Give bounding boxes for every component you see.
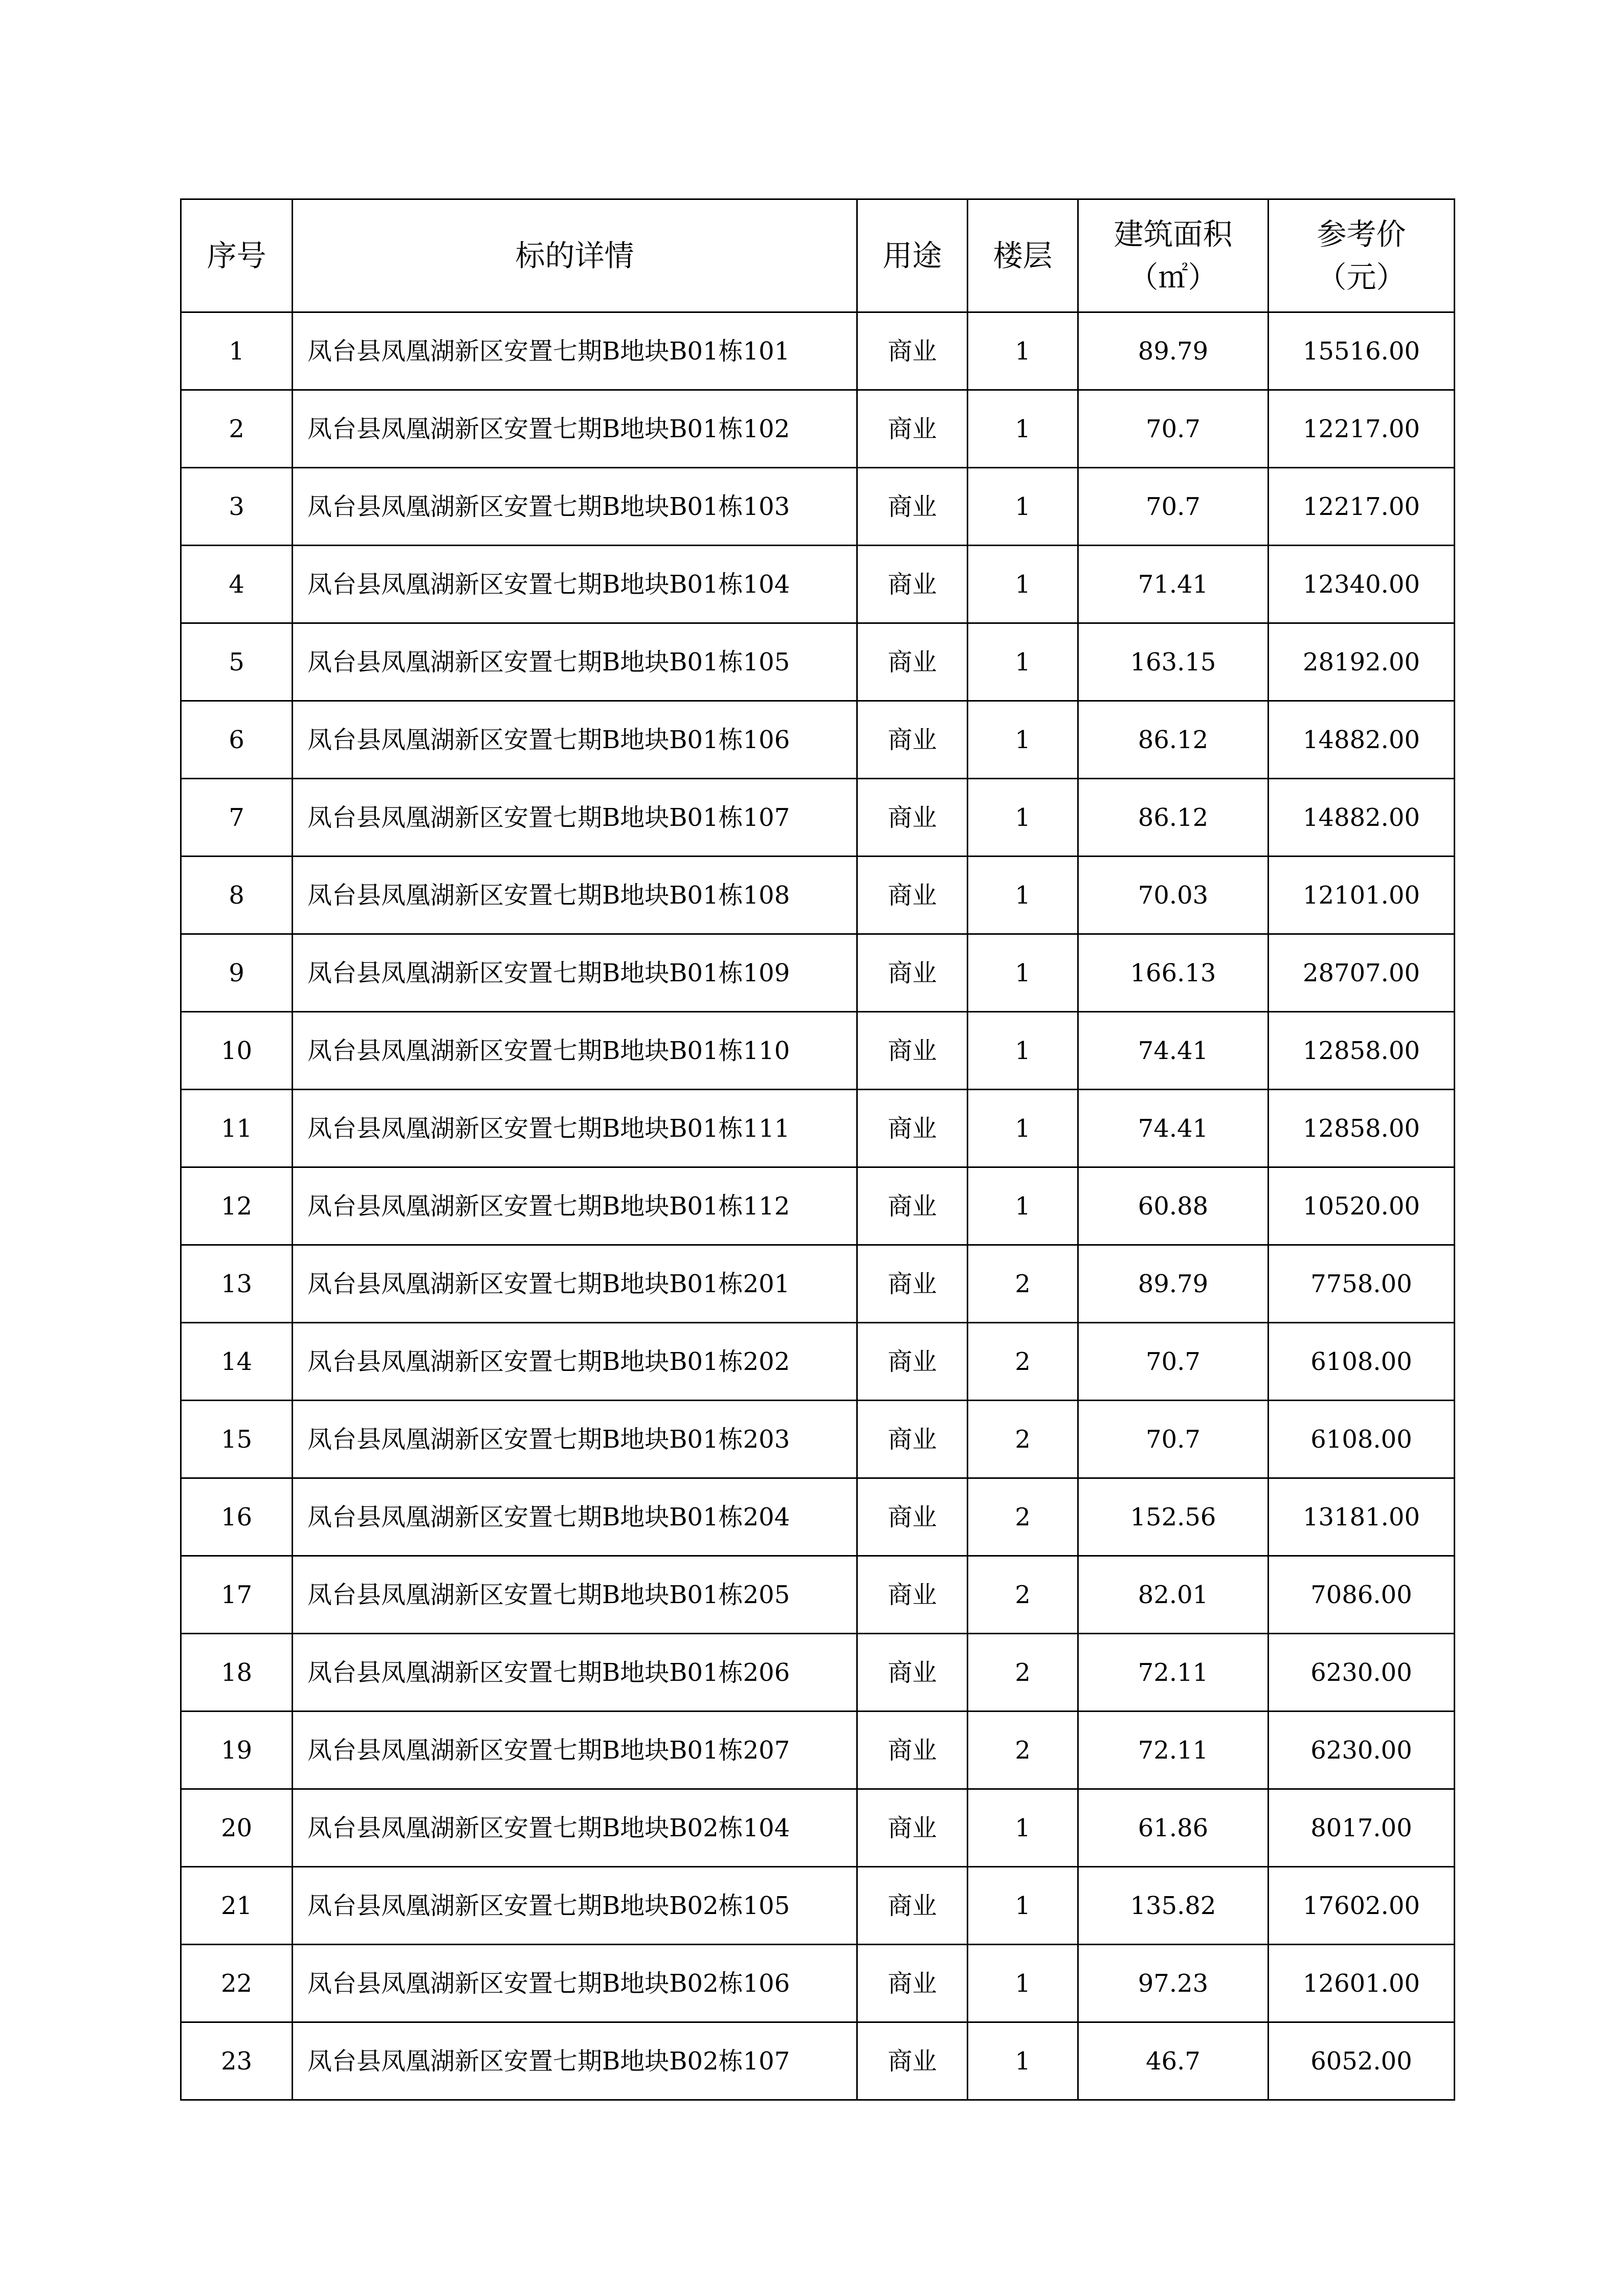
cell-floor: 1: [968, 701, 1078, 779]
table-row: [181, 1634, 1455, 1712]
cell-usage: 商业: [857, 1245, 968, 1323]
cell-detail: 凤台县凤凰湖新区安置七期B地块B01栋206: [293, 1634, 857, 1712]
table-row: [181, 1012, 1455, 1090]
cell-price: 12601.00: [1269, 1945, 1455, 2022]
cell-floor: 1: [968, 468, 1078, 546]
cell-detail: 凤台县凤凰湖新区安置七期B地块B01栋104: [293, 546, 857, 623]
cell-area: 46.7: [1078, 2022, 1269, 2100]
table-row: [181, 2022, 1455, 2100]
cell-area: 97.23: [1078, 1945, 1269, 2022]
cell-floor: 2: [968, 1245, 1078, 1323]
cell-detail: 凤台县凤凰湖新区安置七期B地块B01栋102: [293, 390, 857, 468]
cell-price: 28707.00: [1269, 934, 1455, 1012]
cell-floor: 1: [968, 390, 1078, 468]
table-body: [181, 312, 1455, 2100]
cell-usage: 商业: [857, 390, 968, 468]
cell-index: 18: [181, 1634, 293, 1712]
cell-floor: 1: [968, 1789, 1078, 1867]
cell-floor: 2: [968, 1478, 1078, 1556]
cell-price: 28192.00: [1269, 623, 1455, 701]
cell-usage: 商业: [857, 1789, 968, 1867]
cell-detail: 凤台县凤凰湖新区安置七期B地块B01栋207: [293, 1712, 857, 1789]
header-price-unit: （元）: [1317, 260, 1406, 295]
cell-area: 86.12: [1078, 779, 1269, 857]
cell-floor: 1: [968, 1012, 1078, 1090]
cell-detail: 凤台县凤凰湖新区安置七期B地块B01栋109: [293, 934, 857, 1012]
cell-floor: 1: [968, 623, 1078, 701]
cell-price: 6108.00: [1269, 1401, 1455, 1478]
cell-detail: 凤台县凤凰湖新区安置七期B地块B02栋107: [293, 2022, 857, 2100]
cell-detail: 凤台县凤凰湖新区安置七期B地块B01栋105: [293, 623, 857, 701]
cell-index: 8: [181, 857, 293, 934]
table-row: [181, 390, 1455, 468]
cell-area: 72.11: [1078, 1634, 1269, 1712]
cell-index: 12: [181, 1167, 293, 1245]
cell-detail: 凤台县凤凰湖新区安置七期B地块B02栋105: [293, 1867, 857, 1945]
cell-usage: 商业: [857, 1012, 968, 1090]
cell-index: 4: [181, 546, 293, 623]
header-area: [1078, 199, 1269, 312]
cell-floor: 2: [968, 1401, 1078, 1478]
cell-usage: 商业: [857, 1478, 968, 1556]
table-row: [181, 312, 1455, 390]
table-row: [181, 623, 1455, 701]
cell-floor: 2: [968, 1323, 1078, 1401]
table-row: [181, 1167, 1455, 1245]
cell-price: 6230.00: [1269, 1634, 1455, 1712]
cell-usage: 商业: [857, 1867, 968, 1945]
cell-index: 11: [181, 1090, 293, 1167]
cell-price: 6108.00: [1269, 1323, 1455, 1401]
cell-usage: 商业: [857, 857, 968, 934]
cell-usage: 商业: [857, 779, 968, 857]
cell-detail: 凤台县凤凰湖新区安置七期B地块B01栋111: [293, 1090, 857, 1167]
cell-usage: 商业: [857, 1323, 968, 1401]
cell-index: 14: [181, 1323, 293, 1401]
cell-detail: 凤台县凤凰湖新区安置七期B地块B01栋108: [293, 857, 857, 934]
cell-floor: 1: [968, 546, 1078, 623]
cell-detail: 凤台县凤凰湖新区安置七期B地块B01栋203: [293, 1401, 857, 1478]
cell-area: 61.86: [1078, 1789, 1269, 1867]
cell-detail: 凤台县凤凰湖新区安置七期B地块B02栋106: [293, 1945, 857, 2022]
cell-index: 15: [181, 1401, 293, 1478]
cell-detail: 凤台县凤凰湖新区安置七期B地块B01栋201: [293, 1245, 857, 1323]
cell-floor: 1: [968, 1167, 1078, 1245]
cell-area: 70.7: [1078, 468, 1269, 546]
header-detail: 标的详情: [293, 199, 857, 312]
cell-detail: 凤台县凤凰湖新区安置七期B地块B01栋204: [293, 1478, 857, 1556]
cell-floor: 2: [968, 1712, 1078, 1789]
cell-usage: 商业: [857, 1945, 968, 2022]
cell-index: 13: [181, 1245, 293, 1323]
cell-index: 21: [181, 1867, 293, 1945]
cell-index: 6: [181, 701, 293, 779]
cell-price: 14882.00: [1269, 701, 1455, 779]
cell-price: 12217.00: [1269, 468, 1455, 546]
table-row: [181, 546, 1455, 623]
table-row: [181, 1245, 1455, 1323]
cell-floor: 2: [968, 1556, 1078, 1634]
cell-price: 7086.00: [1269, 1556, 1455, 1634]
cell-index: 22: [181, 1945, 293, 2022]
cell-usage: 商业: [857, 934, 968, 1012]
cell-price: 12217.00: [1269, 390, 1455, 468]
cell-index: 23: [181, 2022, 293, 2100]
cell-usage: 商业: [857, 1556, 968, 1634]
cell-index: 9: [181, 934, 293, 1012]
cell-index: 19: [181, 1712, 293, 1789]
cell-usage: 商业: [857, 2022, 968, 2100]
cell-floor: 1: [968, 934, 1078, 1012]
cell-usage: 商业: [857, 1401, 968, 1478]
cell-price: 12858.00: [1269, 1012, 1455, 1090]
cell-area: 86.12: [1078, 701, 1269, 779]
table-row: [181, 1789, 1455, 1867]
table-row: [181, 1945, 1455, 2022]
cell-area: 74.41: [1078, 1012, 1269, 1090]
cell-index: 2: [181, 390, 293, 468]
cell-price: 7758.00: [1269, 1245, 1455, 1323]
cell-usage: 商业: [857, 312, 968, 390]
cell-price: 12340.00: [1269, 546, 1455, 623]
cell-area: 89.79: [1078, 1245, 1269, 1323]
cell-usage: 商业: [857, 1634, 968, 1712]
cell-index: 7: [181, 779, 293, 857]
cell-index: 17: [181, 1556, 293, 1634]
cell-floor: 1: [968, 1945, 1078, 2022]
cell-price: 15516.00: [1269, 312, 1455, 390]
cell-floor: 1: [968, 1090, 1078, 1167]
cell-floor: 1: [968, 312, 1078, 390]
property-table: [180, 198, 1455, 2101]
cell-area: 70.03: [1078, 857, 1269, 934]
table-row: [181, 1090, 1455, 1167]
header-index: 序号: [181, 199, 293, 312]
cell-detail: 凤台县凤凰湖新区安置七期B地块B01栋205: [293, 1556, 857, 1634]
table-row: [181, 857, 1455, 934]
cell-area: 70.7: [1078, 1401, 1269, 1478]
cell-floor: 1: [968, 2022, 1078, 2100]
cell-usage: 商业: [857, 1090, 968, 1167]
cell-floor: 1: [968, 857, 1078, 934]
cell-usage: 商业: [857, 1167, 968, 1245]
cell-price: 17602.00: [1269, 1867, 1455, 1945]
cell-price: 6230.00: [1269, 1712, 1455, 1789]
cell-floor: 1: [968, 1867, 1078, 1945]
cell-index: 10: [181, 1012, 293, 1090]
cell-price: 13181.00: [1269, 1478, 1455, 1556]
table-row: [181, 1712, 1455, 1789]
header-usage: 用途: [857, 199, 968, 312]
cell-index: 3: [181, 468, 293, 546]
table-row: [181, 1401, 1455, 1478]
cell-price: 12101.00: [1269, 857, 1455, 934]
cell-area: 135.82: [1078, 1867, 1269, 1945]
header-row: [181, 199, 1455, 312]
cell-area: 74.41: [1078, 1090, 1269, 1167]
cell-index: 5: [181, 623, 293, 701]
cell-usage: 商业: [857, 546, 968, 623]
cell-usage: 商业: [857, 701, 968, 779]
cell-detail: 凤台县凤凰湖新区安置七期B地块B02栋104: [293, 1789, 857, 1867]
header-price-label: 参考价: [1317, 217, 1406, 252]
cell-area: 163.15: [1078, 623, 1269, 701]
cell-area: 70.7: [1078, 1323, 1269, 1401]
cell-usage: 商业: [857, 1712, 968, 1789]
table-row: [181, 779, 1455, 857]
cell-area: 152.56: [1078, 1478, 1269, 1556]
table-row: [181, 1867, 1455, 1945]
cell-price: 10520.00: [1269, 1167, 1455, 1245]
cell-index: 1: [181, 312, 293, 390]
header-price: [1269, 199, 1455, 312]
cell-floor: 1: [968, 779, 1078, 857]
cell-usage: 商业: [857, 623, 968, 701]
cell-price: 8017.00: [1269, 1789, 1455, 1867]
cell-price: 12858.00: [1269, 1090, 1455, 1167]
cell-detail: 凤台县凤凰湖新区安置七期B地块B01栋101: [293, 312, 857, 390]
cell-area: 89.79: [1078, 312, 1269, 390]
cell-detail: 凤台县凤凰湖新区安置七期B地块B01栋202: [293, 1323, 857, 1401]
header-area-unit: （㎡）: [1128, 260, 1218, 295]
cell-index: 20: [181, 1789, 293, 1867]
cell-detail: 凤台县凤凰湖新区安置七期B地块B01栋110: [293, 1012, 857, 1090]
cell-area: 60.88: [1078, 1167, 1269, 1245]
cell-detail: 凤台县凤凰湖新区安置七期B地块B01栋103: [293, 468, 857, 546]
table-row: [181, 1556, 1455, 1634]
cell-area: 82.01: [1078, 1556, 1269, 1634]
cell-detail: 凤台县凤凰湖新区安置七期B地块B01栋112: [293, 1167, 857, 1245]
cell-detail: 凤台县凤凰湖新区安置七期B地块B01栋106: [293, 701, 857, 779]
header-area-label: 建筑面积: [1114, 217, 1233, 252]
cell-index: 16: [181, 1478, 293, 1556]
cell-usage: 商业: [857, 468, 968, 546]
cell-area: 70.7: [1078, 390, 1269, 468]
cell-floor: 2: [968, 1634, 1078, 1712]
table-row: [181, 1478, 1455, 1556]
table-row: [181, 468, 1455, 546]
table-row: [181, 1323, 1455, 1401]
table-row: [181, 701, 1455, 779]
cell-area: 166.13: [1078, 934, 1269, 1012]
header-floor: 楼层: [968, 199, 1078, 312]
cell-price: 14882.00: [1269, 779, 1455, 857]
cell-detail: 凤台县凤凰湖新区安置七期B地块B01栋107: [293, 779, 857, 857]
cell-area: 71.41: [1078, 546, 1269, 623]
cell-price: 6052.00: [1269, 2022, 1455, 2100]
table-row: [181, 934, 1455, 1012]
cell-area: 72.11: [1078, 1712, 1269, 1789]
